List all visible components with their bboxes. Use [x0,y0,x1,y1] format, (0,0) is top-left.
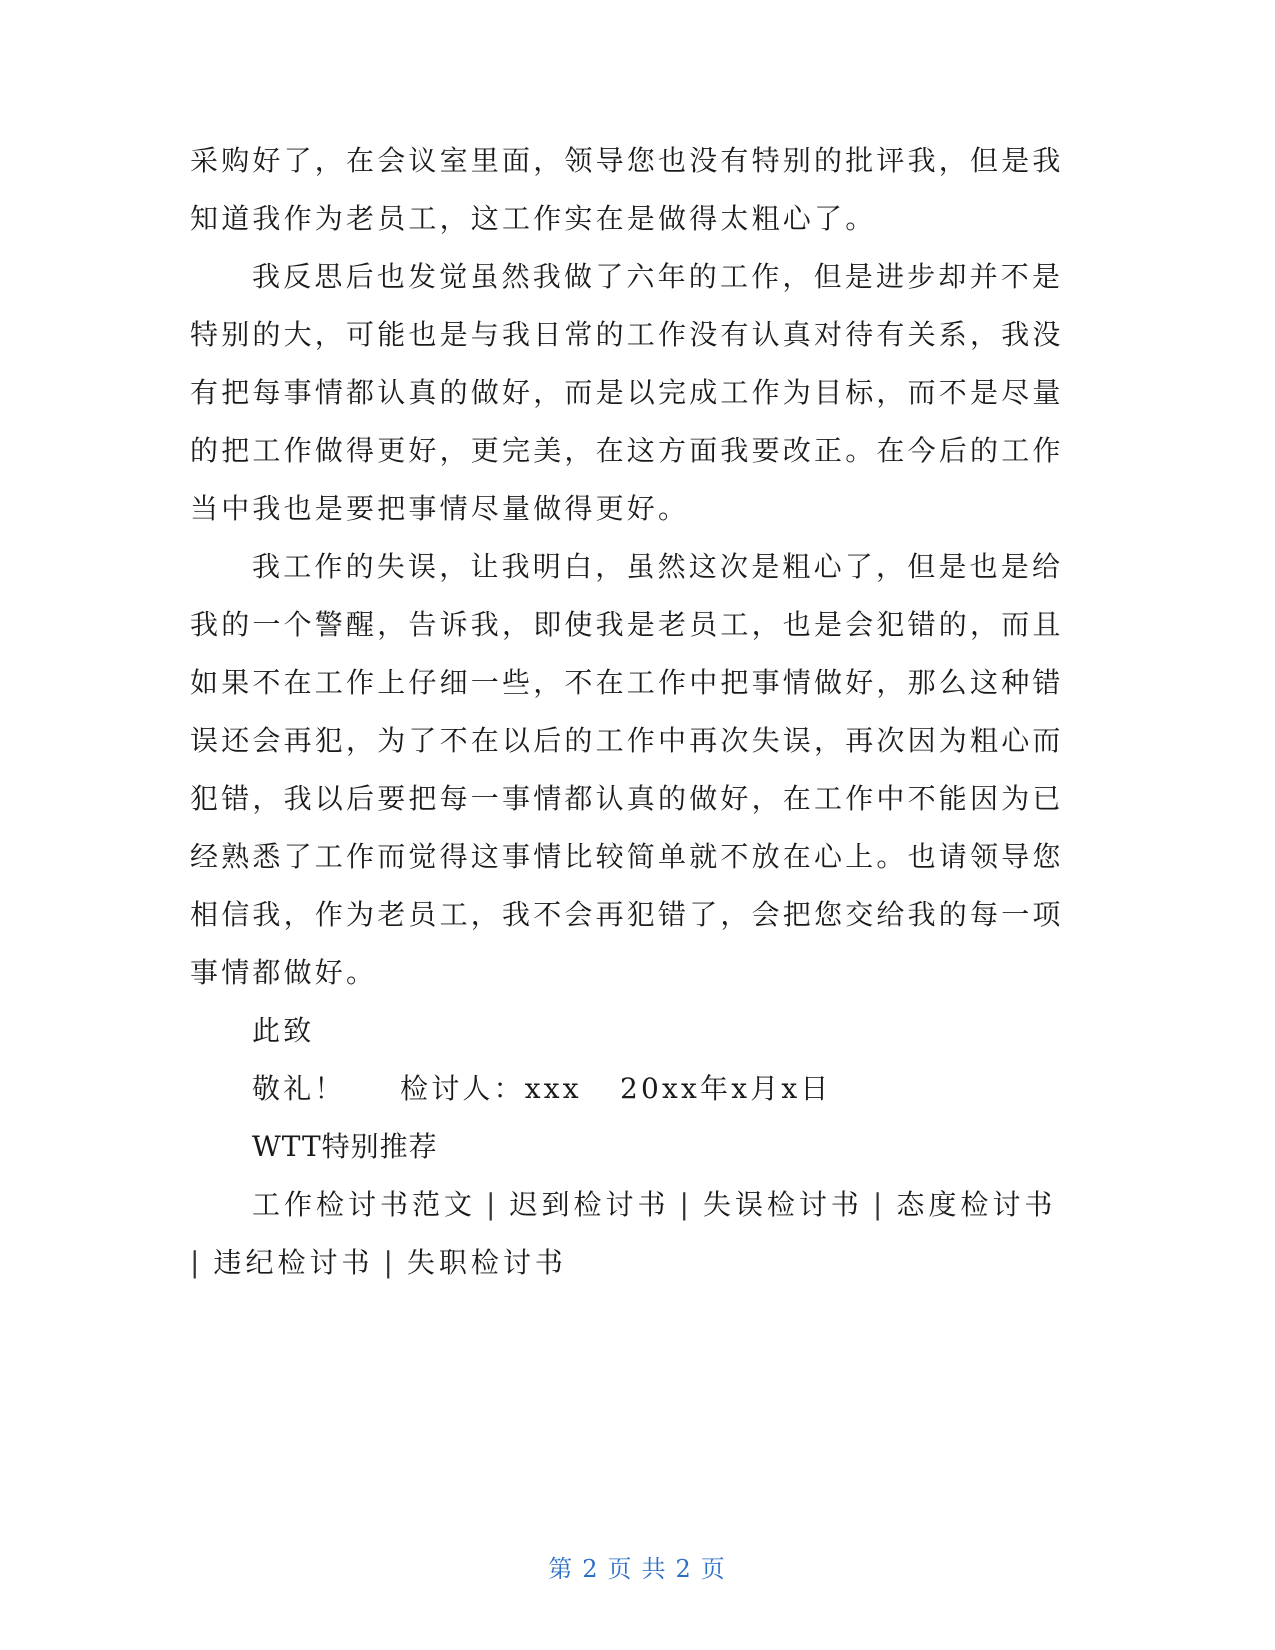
recommend-heading: WTT特别推荐 [252,1130,438,1163]
link-late-review[interactable]: 迟到检讨书 [509,1188,670,1221]
page-footer [0,1549,1275,1584]
recommend-links-row-1 [252,1185,1056,1225]
link-separator: | [679,1188,693,1221]
paragraph-line: 知道我作为老员工，这工作实在是做得太粗心了。 [190,202,877,235]
closing-text: 此致 [252,1014,315,1047]
signer-text: 检讨人：xxx [400,1072,582,1105]
link-attitude-review[interactable]: 态度检讨书 [896,1188,1057,1221]
link-mistake-review[interactable]: 失误检讨书 [702,1188,863,1221]
paragraph-line: 相信我，作为老员工，我不会再犯错了，会把您交给我的每一项 [190,898,1064,931]
date-text: 20xx年x月x日 [620,1072,832,1105]
paragraph-line: 犯错，我以后要把每一事情都认真的做好，在工作中不能因为已 [190,782,1064,815]
recommend-links-row-2 [190,1243,567,1283]
paragraph-line: 如果不在工作上仔细一些，不在工作中把事情做好，那么这种错 [190,666,1064,699]
total-page-number: 2 [675,1555,693,1583]
paragraph-line: 我工作的失误，让我明白，虽然这次是粗心了，但是也是给 [252,550,1064,583]
paragraph-line: 事情都做好。 [190,956,378,989]
page-label-mid: 页 [607,1555,634,1583]
link-dereliction-review[interactable]: 失职检讨书 [406,1246,567,1279]
paragraph-line: 我的一个警醒，告诉我，即使我是老员工，也是会犯错的，而且 [190,608,1064,641]
link-discipline-review[interactable]: 违纪检讨书 [213,1246,374,1279]
link-separator: | [486,1188,500,1221]
total-label: 共 [641,1555,668,1583]
paragraph-line: 误还会再犯，为了不在以后的工作中再次失误，再次因为粗心而 [190,724,1064,757]
salute-text: 敬礼！ [252,1072,346,1105]
page-label-prefix: 第 [548,1555,575,1583]
paragraph-line: 特别的大，可能也是与我日常的工作没有认真对待有关系，我没 [190,318,1064,351]
link-separator: | [383,1246,397,1279]
paragraph-line: 采购好了，在会议室里面，领导您也没有特别的批评我，但是我 [190,144,1064,177]
current-page-number: 2 [582,1555,600,1583]
link-work-review[interactable]: 工作检讨书范文 [252,1188,477,1221]
link-separator: | [872,1188,887,1221]
paragraph-line: 的把工作做得更好，更完美，在这方面我要改正。在今后的工作 [190,434,1064,467]
paragraph-line: 我反思后也发觉虽然我做了六年的工作，但是进步却并不是 [252,260,1064,293]
page-label-suffix: 页 [700,1555,727,1583]
signature-line [252,1069,832,1109]
paragraph-line: 有把每事情都认真的做好，而是以完成工作为目标，而不是尽量 [190,376,1064,409]
paragraph-line: 经熟悉了工作而觉得这事情比较简单就不放在心上。也请领导您 [190,840,1064,873]
paragraph-line: 当中我也是要把事情尽量做得更好。 [190,492,690,525]
link-separator: | [190,1246,204,1279]
